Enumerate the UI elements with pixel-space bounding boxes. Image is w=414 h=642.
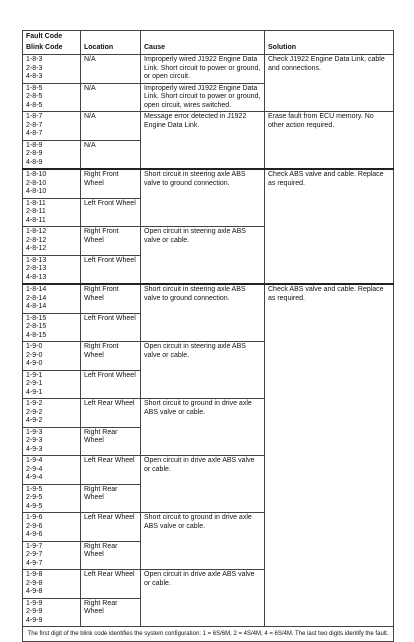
location-heading: Location: [81, 43, 141, 55]
blink-code-cell: [23, 598, 81, 627]
location-cell: N/A: [81, 55, 141, 84]
fault-code-table: [22, 30, 394, 642]
solution-cell: Check ABS valve and cable. Replace as required.: [265, 284, 394, 627]
cause-cell: Improperly wired J1922 Engine Data Link. Short circuit to power or ground, open circuit, wires switched.: [141, 83, 265, 112]
blink-code: 2-8-7: [26, 121, 43, 129]
blink-code: 2-8-14: [26, 294, 47, 302]
location-cell: Right Front Wheel: [81, 169, 141, 198]
blink-code: 4-9-4: [26, 474, 43, 481]
blink-code: 4-8-14: [26, 303, 47, 310]
blink-code: 4-9-7: [26, 559, 43, 567]
blink-code-cell: [23, 570, 81, 599]
location-cell: Right Front Wheel: [81, 342, 141, 371]
header-spacer: [141, 31, 265, 43]
table-row: [23, 55, 394, 84]
blink-code: 1-9-1: [26, 371, 43, 379]
blink-code-cell: [23, 55, 81, 84]
fault-code-heading: Fault Code: [23, 31, 81, 43]
location-cell: Left Front Wheel: [81, 198, 141, 227]
blink-code: 2-8-5: [26, 93, 43, 100]
blink-code: 4-9-1: [26, 388, 43, 396]
blink-code: 4-9-2: [26, 417, 43, 424]
blink-code: 4-8-5: [26, 101, 43, 109]
solution-cell: Erase fault from ECU memory. No other action required.: [265, 112, 394, 170]
blink-code: 2-9-0: [26, 351, 43, 359]
blink-code-cell: [23, 342, 81, 371]
blink-code: 2-9-5: [26, 494, 43, 501]
blink-code: 4-9-5: [26, 502, 43, 510]
location-cell: Right Front Wheel: [81, 284, 141, 313]
cause-cell: Short circuit in steering axle ABS valve to ground connection.: [141, 169, 265, 227]
blink-code: 4-8-15: [26, 331, 47, 339]
cause-cell: Message error detected in J1922 Engine Data Link.: [141, 112, 265, 170]
location-cell: Right Front Wheel: [81, 227, 141, 256]
blink-code: 1-8-5: [26, 84, 43, 92]
cause-heading: Cause: [141, 43, 265, 55]
location-cell: Right Rear Wheel: [81, 598, 141, 627]
blink-code: 4-9-8: [26, 588, 43, 595]
fault-code-sheet: [22, 30, 393, 642]
blink-code-cell: [23, 255, 81, 284]
blink-code: 4-8-13: [26, 273, 47, 281]
blink-code: 2-9-2: [26, 408, 43, 416]
blink-code: 1-9-3: [26, 428, 43, 436]
blink-code: 4-9-6: [26, 531, 43, 538]
location-cell: Right Rear Wheel: [81, 541, 141, 570]
location-cell: Left Front Wheel: [81, 370, 141, 399]
blink-code-cell: [23, 83, 81, 112]
cause-cell: Open circuit in drive axle ABS valve or cable.: [141, 456, 265, 513]
blink-code: 2-9-8: [26, 579, 43, 587]
location-cell: N/A: [81, 140, 141, 169]
solution-heading: Solution: [265, 43, 394, 55]
fault-code-rows: [23, 55, 394, 627]
blink-code-heading: Blink Code: [23, 43, 81, 55]
blink-code: 1-9-4: [26, 457, 43, 464]
configuration-footnote: The first digit of the blink code identifies the system configuration: 1 = 6S/6M, 2 = 4S/4M, 4 = 6S/4M. The last two digits identify the fault.: [23, 627, 394, 642]
blink-code: 4-8-7: [26, 130, 43, 137]
blink-code-cell: [23, 112, 81, 141]
blink-code: 1-8-9: [26, 141, 43, 149]
blink-code: 4-9-0: [26, 360, 43, 367]
blink-code: 1-9-9: [26, 599, 43, 607]
blink-code: 4-8-11: [26, 216, 46, 224]
blink-code-cell: [23, 169, 81, 198]
blink-code: 1-9-6: [26, 514, 43, 521]
blink-code: 1-9-2: [26, 400, 43, 407]
blink-code: 1-9-0: [26, 343, 43, 350]
blink-code: 1-8-11: [26, 199, 46, 207]
blink-code-cell: [23, 399, 81, 428]
table-row: [23, 169, 394, 198]
blink-code-cell: [23, 513, 81, 542]
cause-cell: Open circuit in drive axle ABS valve or cable.: [141, 570, 265, 627]
location-cell: N/A: [81, 112, 141, 141]
solution-cell: Check J1922 Engine Data Link, cable and connections.: [265, 55, 394, 112]
location-cell: Left Rear Wheel: [81, 456, 141, 485]
header-spacer: [265, 31, 394, 43]
table-row: [23, 112, 394, 141]
blink-code: 4-8-12: [26, 245, 47, 252]
solution-cell: Check ABS valve and cable. Replace as required.: [265, 169, 394, 284]
blink-code: 1-9-7: [26, 542, 43, 550]
blink-code: 1-8-3: [26, 56, 43, 63]
location-cell: Left Front Wheel: [81, 255, 141, 284]
cause-cell: Short circuit to ground in drive axle ABS valve or cable.: [141, 513, 265, 570]
blink-code: 2-8-11: [26, 208, 46, 215]
blink-code: 2-9-4: [26, 465, 43, 473]
blink-code-cell: [23, 484, 81, 513]
header-spacer: [81, 31, 141, 43]
location-cell: Right Rear Wheel: [81, 484, 141, 513]
blink-code: 4-8-3: [26, 73, 43, 80]
blink-code: 2-8-3: [26, 64, 43, 72]
blink-code: 2-8-10: [26, 179, 47, 187]
cause-cell: Short circuit in steering axle ABS valve to ground connection.: [141, 284, 265, 342]
blink-code: 2-9-9: [26, 608, 43, 615]
blink-code: 2-9-3: [26, 437, 43, 444]
blink-code: 1-9-8: [26, 571, 43, 578]
cause-cell: Improperly wired J1922 Engine Data Link. Short circuit to power or ground, or open circuit.: [141, 55, 265, 84]
blink-code-cell: [23, 370, 81, 399]
blink-code: 1-8-7: [26, 113, 43, 120]
cause-cell: Open circuit in steering axle ABS valve or cable.: [141, 227, 265, 285]
cause-cell: Open circuit in steering axle ABS valve or cable.: [141, 342, 265, 399]
blink-code: 2-9-1: [26, 380, 43, 387]
blink-code-cell: [23, 427, 81, 456]
blink-code-cell: [23, 541, 81, 570]
blink-code-cell: [23, 313, 81, 342]
table-row: [23, 284, 394, 313]
location-cell: Left Front Wheel: [81, 313, 141, 342]
blink-code-cell: [23, 198, 81, 227]
cause-cell: Short circuit to ground in drive axle ABS valve or cable.: [141, 399, 265, 456]
blink-code-cell: [23, 456, 81, 485]
blink-code: 4-8-9: [26, 158, 43, 166]
blink-code: 1-8-13: [26, 256, 47, 264]
blink-code: 1-9-5: [26, 485, 43, 493]
location-cell: Left Rear Wheel: [81, 570, 141, 599]
blink-code: 2-9-7: [26, 551, 43, 558]
blink-code: 1-8-15: [26, 314, 47, 322]
blink-code: 2-8-15: [26, 323, 47, 330]
blink-code: 4-9-9: [26, 616, 43, 624]
location-cell: Right Rear Wheel: [81, 427, 141, 456]
location-cell: Left Rear Wheel: [81, 513, 141, 542]
blink-code: 2-8-13: [26, 265, 47, 272]
location-cell: N/A: [81, 83, 141, 112]
blink-code: 2-8-12: [26, 236, 47, 244]
blink-code: 4-8-10: [26, 188, 47, 195]
blink-code: 4-9-3: [26, 445, 43, 453]
blink-code: 2-9-6: [26, 522, 43, 530]
blink-code-cell: [23, 227, 81, 256]
blink-code: 2-8-9: [26, 150, 43, 157]
blink-code-cell: [23, 140, 81, 169]
blink-code: 1-8-12: [26, 228, 47, 235]
blink-code: 1-8-10: [26, 171, 47, 178]
blink-code-cell: [23, 284, 81, 313]
location-cell: Left Rear Wheel: [81, 399, 141, 428]
blink-code: 1-8-14: [26, 286, 47, 293]
